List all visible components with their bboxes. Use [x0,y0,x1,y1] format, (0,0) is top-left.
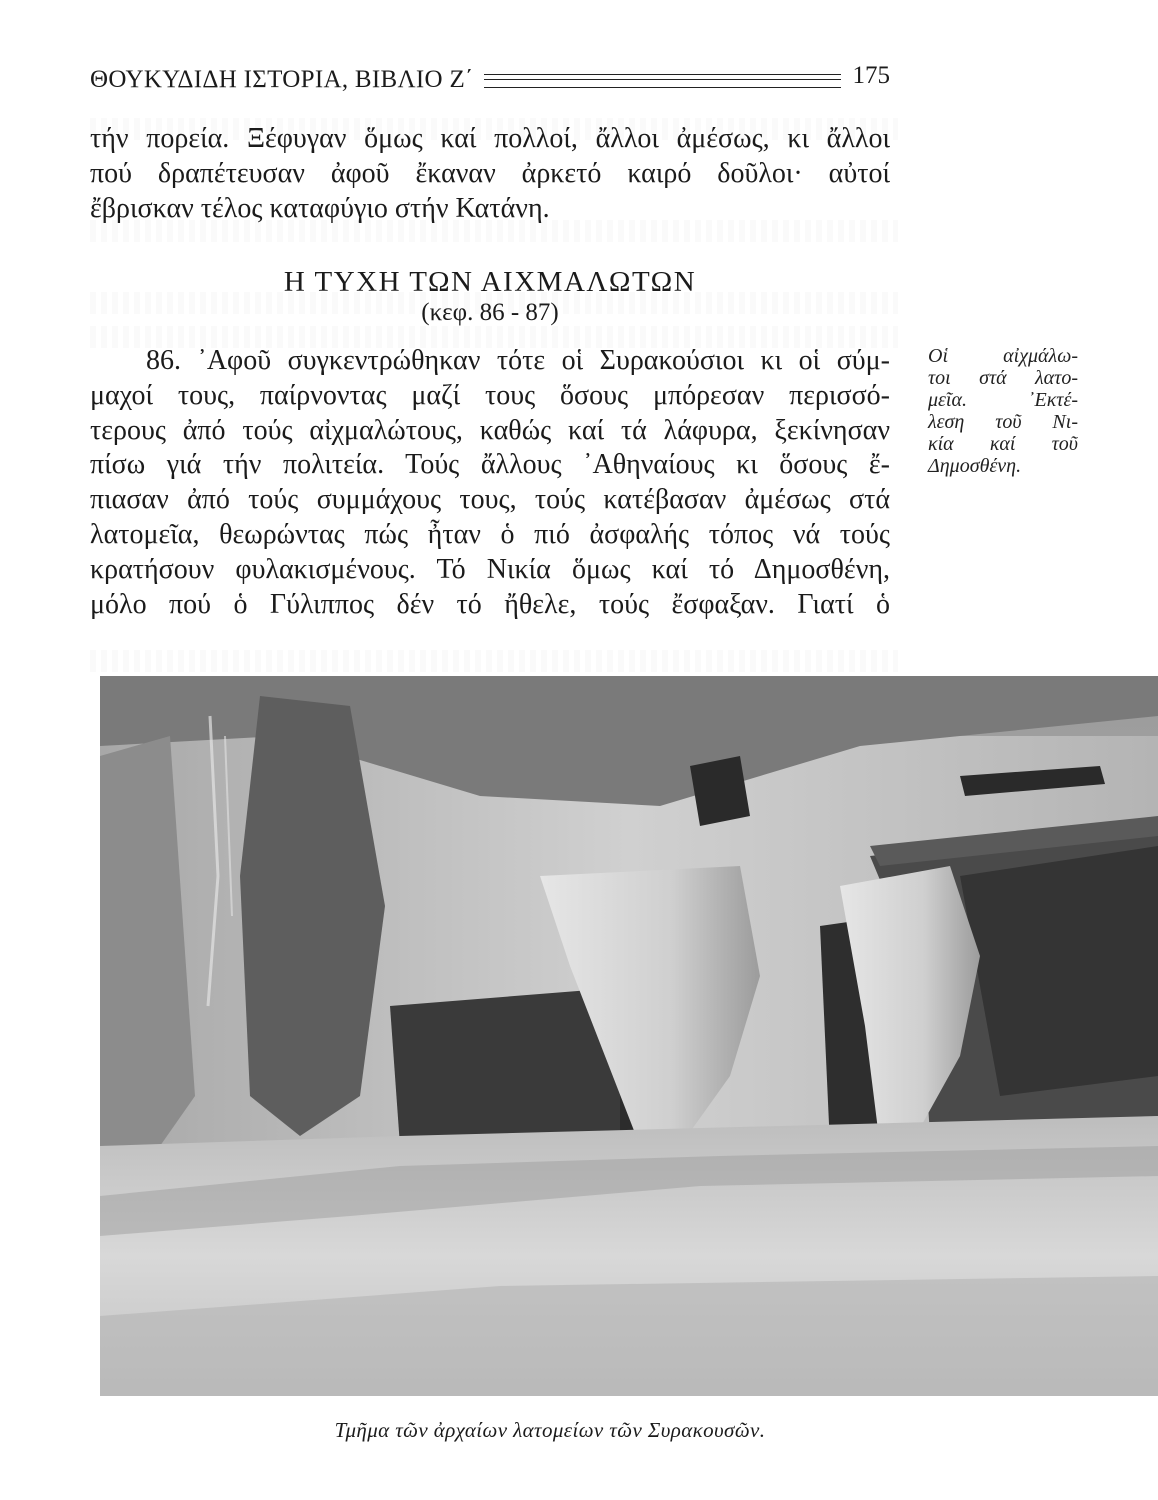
running-head-rule [484,74,841,88]
text-line: τήν πορεία. Ξέφυγαν ὅμως καί πολλοί, ἄλλοι ἀμέσως, κι ἄλλοι [90,123,890,154]
text-line: 86. ᾿Αφοῦ συγκεντρώθηκαν τότε οἱ Συρακούσιοι κι οἱ σύμ- [146,345,890,376]
section-title: Η ΤΥΧΗ ΤΩΝ ΑΙΧΜΑΛΩΤΩΝ [283,266,697,298]
text-line: τερους ἀπό τούς αἰχμαλώτους, καθώς καί τά λάφυρα, ξεκίνησαν [90,414,890,446]
text-line: πιασαν ἀπό τούς συμμάχους τους, τούς κατέβασαν ἀμέσως στά [90,484,890,516]
text-line: πίσω γιά τήν πολιτεία. Τούς ἄλλους ᾿Αθηναίους κι ὅσους ἔ- [90,449,890,481]
margin-note-line: μεῖα. ᾿Εκτέ- [928,389,1078,411]
text-line: ἔβρισκαν τέλος καταφύγιο στήν Κατάνη. [90,192,550,224]
margin-note-line: Οἱ αἰχμάλω- [928,345,1078,367]
text-line: μόλο πού ὁ Γύλιππος δέν τό ἤθελε, τούς ἔσφαξαν. Γιατί ὁ [90,588,890,620]
margin-note-line: Δημοσθένη. [928,455,1022,477]
chapter-86-paragraph [90,344,890,622]
quarry-photo-illustration [100,676,1158,1396]
text-line: πού δραπέτευσαν ἀφοῦ ἔκαναν ἀρκετό καιρό δοῦλοι· αὐτοί [90,157,890,189]
text-line: λατομεῖα, θεωρώντας πώς ἦταν ὁ πιό ἀσφαλής τόπος νά τούς [90,518,890,550]
figure-caption: Τμῆμα τῶν ἀρχαίων λατομείων τῶν Συρακουσῶν. [334,1418,766,1442]
running-head-title: ΘΟΥΚΥΔΙΔΗ ΙΣΤΟΡΙΑ, ΒΙΒΛΙΟ Ζ΄ [90,66,474,93]
margin-note-line: τοι στά λατο- [928,367,1078,389]
margin-note-line: λεση τοῦ Νι- [928,411,1078,433]
text-line: κρατήσουν φυλακισμένους. Τό Νικία ὅμως καί τό Δημοσθένη, [90,553,890,585]
text-line: μαχοί τους, παίρνοντας μαζί τους ὅσους μπόρεσαν περισσό- [90,379,890,411]
margin-note-line: κία καί τοῦ [928,433,1078,455]
page-number: 175 [852,62,890,89]
section-heading [90,266,890,328]
running-head [90,64,890,96]
show-through-artifact [90,650,898,672]
intro-paragraph [90,122,890,226]
section-subtitle: (κεφ. 86 - 87) [421,299,559,326]
margin-note [928,345,1078,477]
quarry-photograph [100,676,1158,1396]
